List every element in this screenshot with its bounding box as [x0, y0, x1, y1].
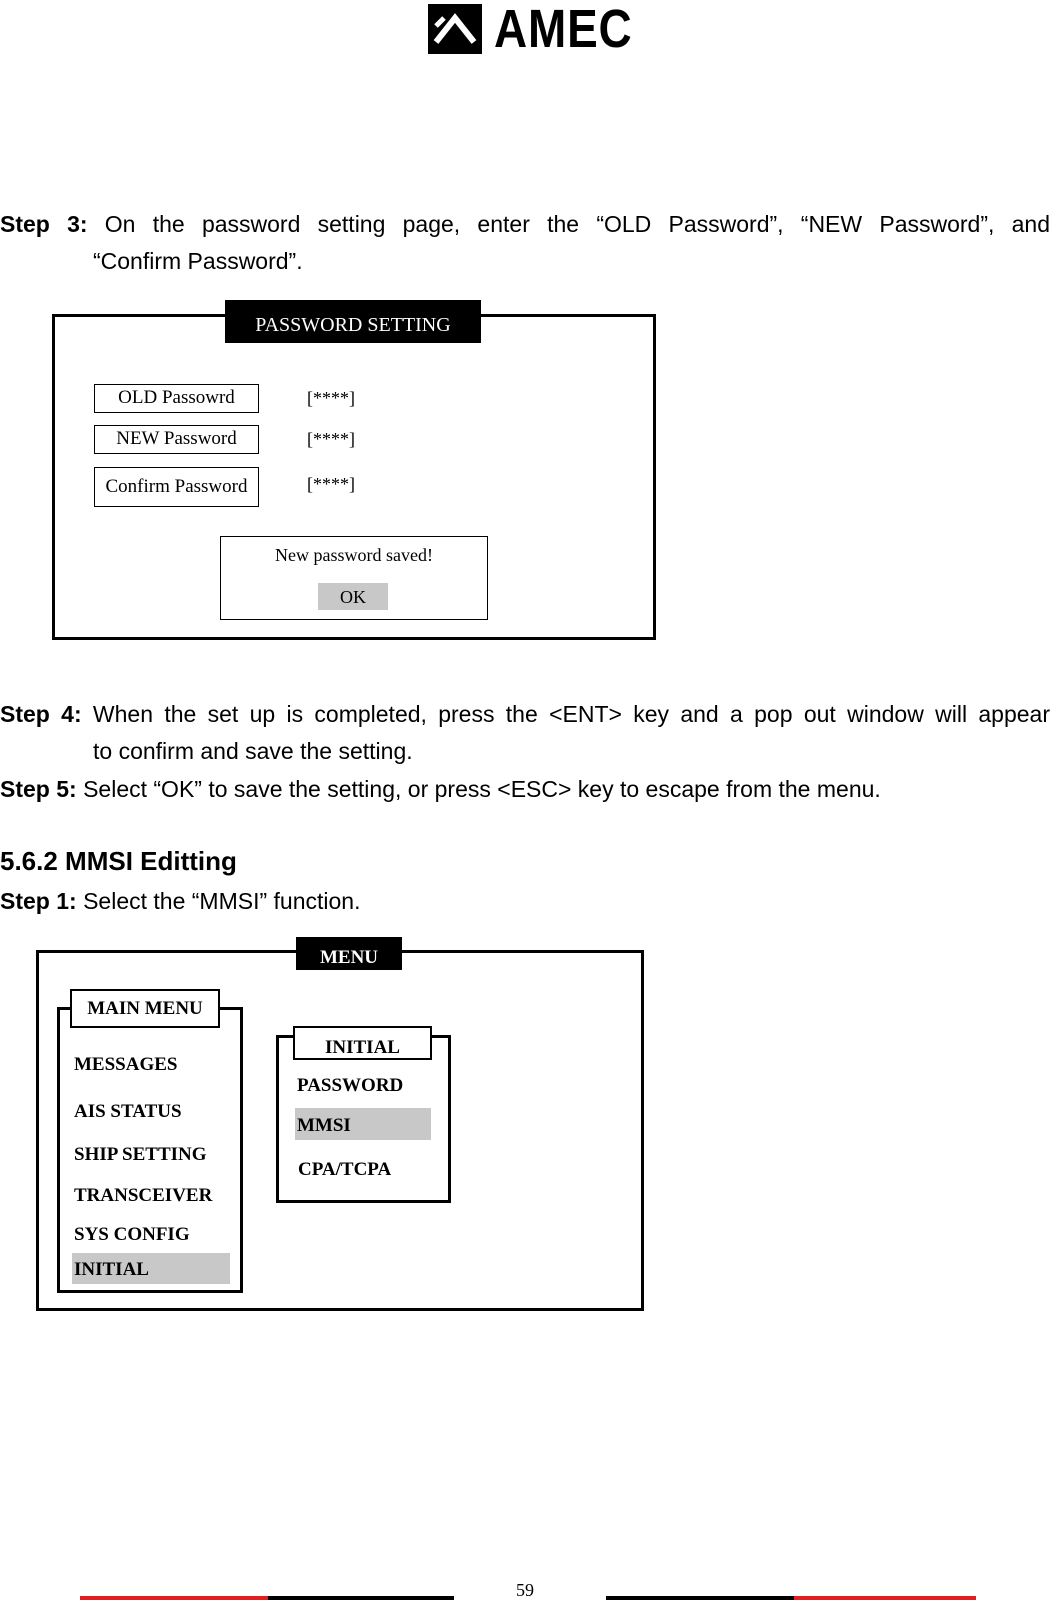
step3-text: On the password setting page, enter the “OLD Password”, “NEW Password”, and	[104, 211, 1050, 237]
menu-item-ship-setting[interactable]: SHIP SETTING	[74, 1144, 207, 1165]
step3-line1	[0, 206, 1050, 243]
page-number: 59	[516, 1580, 534, 1600]
step4-line2: to confirm and save the setting.	[93, 738, 413, 764]
step1-line	[0, 883, 1050, 920]
dialog-message: New password saved!	[275, 545, 433, 565]
step3-label: Step 3:	[0, 211, 88, 237]
saved-dialog	[220, 536, 488, 620]
main-menu-title: MAIN MENU	[70, 989, 220, 1028]
menu-item-initial[interactable]: INITIAL	[72, 1253, 230, 1284]
new-password-input[interactable]: [****]	[307, 429, 355, 449]
step5-label: Step 5:	[0, 776, 77, 802]
menu-item-ais-status[interactable]: AIS STATUS	[74, 1101, 182, 1122]
step1-text: Select the “MMSI” function.	[83, 888, 361, 914]
step3-line2: “Confirm Password”.	[93, 248, 303, 274]
brand-name: AMEC	[494, 0, 633, 59]
footer-rule-left-red	[80, 1596, 268, 1600]
menu-item-messages[interactable]: MESSAGES	[74, 1054, 178, 1075]
confirm-password-input[interactable]: [****]	[307, 474, 355, 494]
initial-menu-title: INITIAL	[293, 1026, 432, 1060]
ok-button[interactable]: OK	[318, 583, 388, 610]
footer-rule-left-black	[268, 1596, 454, 1600]
password-screen-title: PASSWORD SETTING	[225, 300, 481, 343]
submenu-item-mmsi[interactable]: MMSI	[295, 1108, 431, 1140]
step4-text: When the set up is completed, press the <ENT> key and a pop out window will appear	[92, 701, 1050, 727]
new-password-label: NEW Password	[94, 425, 259, 454]
amec-chevron-logo-icon	[428, 4, 482, 54]
section-heading: 5.6.2 MMSI Editting	[0, 846, 237, 876]
amec-logo	[428, 0, 633, 59]
step5-line	[0, 771, 1050, 808]
submenu-item-cpa-tcpa[interactable]: CPA/TCPA	[298, 1159, 392, 1180]
menu-item-sys-config[interactable]: SYS CONFIG	[74, 1224, 190, 1245]
menu-item-transceiver[interactable]: TRANSCEIVER	[74, 1185, 213, 1206]
old-password-label: OLD Passowrd	[94, 384, 259, 413]
step1-label: Step 1:	[0, 888, 77, 914]
footer-rule-right-black	[606, 1596, 794, 1600]
submenu-item-password[interactable]: PASSWORD	[297, 1075, 404, 1096]
step5-text: Select “OK” to save the setting, or press <ESC> key to escape from the menu.	[83, 776, 881, 802]
footer-rule-right-red	[794, 1596, 976, 1600]
menu-screen-title: MENU	[296, 937, 402, 970]
old-password-input[interactable]: [****]	[307, 388, 355, 408]
confirm-password-label: Confirm Password	[94, 467, 259, 507]
step4-line1	[0, 696, 1050, 733]
step4-label: Step 4:	[0, 701, 82, 727]
